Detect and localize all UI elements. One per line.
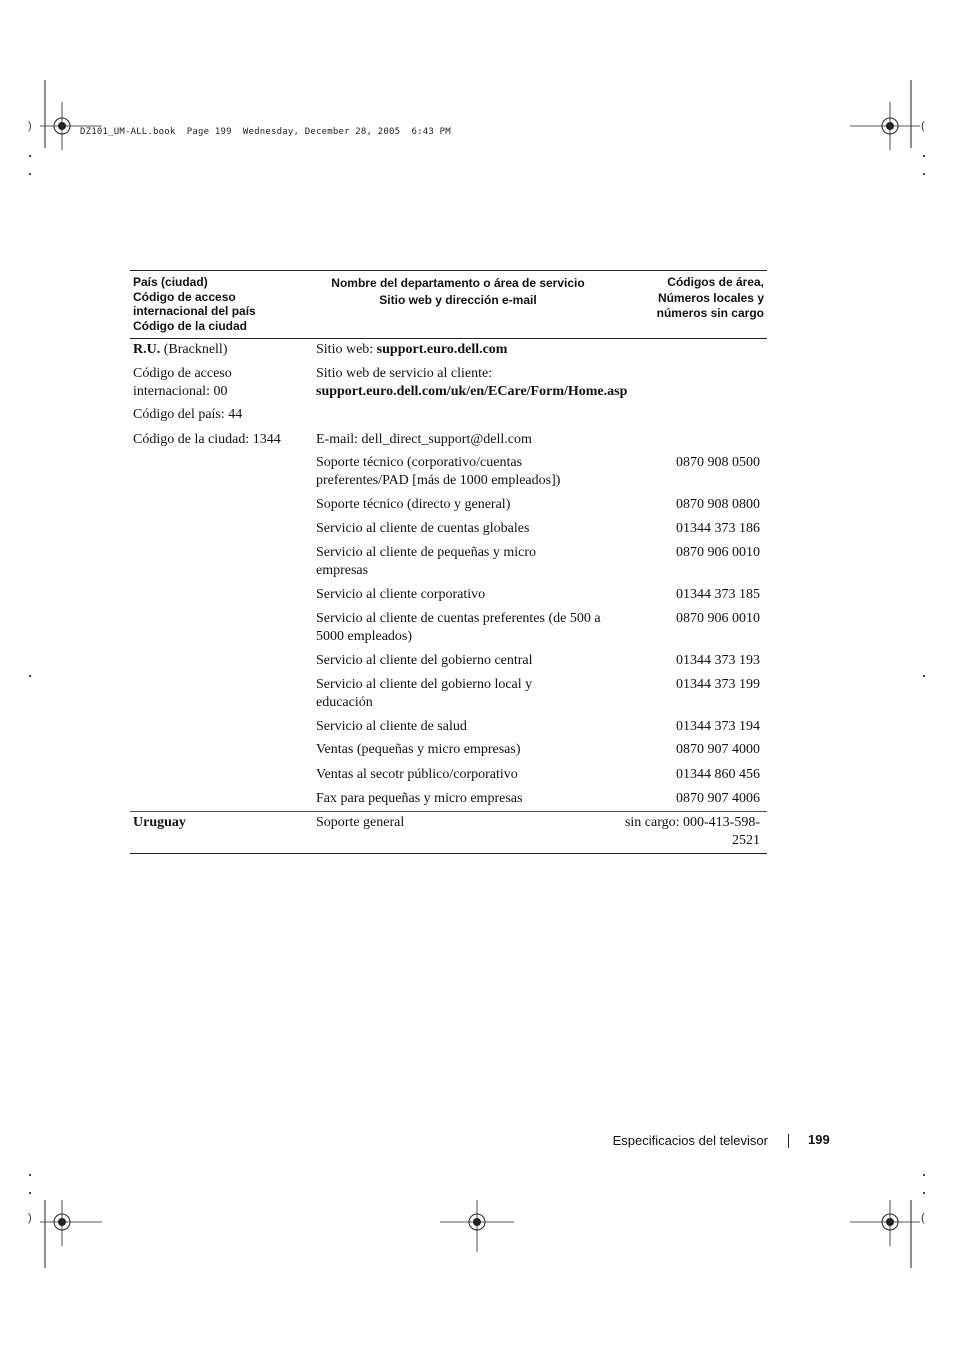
crop-dot (29, 675, 31, 677)
website-line (316, 341, 606, 359)
access-code-label: Código de acceso internacional: (133, 366, 232, 399)
crop-dot (923, 1192, 925, 1194)
country-code-label: Código del país: (133, 407, 225, 422)
header-text: País (ciudad) (133, 275, 208, 289)
header-text: Sitio web y dirección e-mail (379, 293, 537, 307)
phone-number-line: 2521 (732, 832, 760, 848)
phone-number: 0870 908 0500 (676, 455, 760, 470)
crop-tick: ) (28, 120, 32, 132)
city-code (133, 431, 313, 449)
registration-mark-icon (40, 1200, 110, 1270)
country-label: R.U. (133, 342, 161, 357)
service-label: Soporte técnico (directo y general) (316, 497, 511, 512)
service-label: Soporte general (316, 815, 405, 830)
table-bottom-rule (130, 853, 767, 854)
crop-dot (29, 1174, 31, 1176)
header-text: Números locales y (657, 290, 764, 305)
crop-dot (923, 1174, 925, 1176)
phone-number: 0870 906 0010 (676, 611, 760, 626)
header-numbers-column (657, 275, 764, 322)
phone-number: 01344 373 193 (676, 653, 760, 668)
registration-mark-icon (850, 1200, 920, 1270)
crop-dot (29, 1192, 31, 1194)
cs-website-link[interactable]: support.euro.dell.com/uk/en/ECare/Form/Home.asp (316, 383, 628, 399)
table-row-rule (130, 811, 767, 812)
website-link[interactable]: support.euro.dell.com (376, 342, 508, 357)
service-label: Ventas (pequeñas y micro empresas) (316, 742, 521, 757)
phone-number: 0870 906 0010 (676, 545, 760, 560)
service-label: Servicio al cliente de pequeñas y micro empresas (316, 545, 537, 578)
phone-number: 01344 373 186 (676, 521, 760, 536)
crop-dot (29, 173, 31, 175)
service-label: Ventas al secotr público/corporativo (316, 767, 518, 782)
phone-number (625, 814, 760, 849)
crop-dot (923, 155, 925, 157)
crop-tick: ) (28, 1212, 32, 1224)
header-text: Código de acceso (133, 289, 236, 304)
cs-website-label: Sitio web de servicio al cliente: (316, 366, 493, 381)
header-service-column (316, 275, 600, 309)
phone-number: 01344 373 185 (676, 587, 760, 602)
registration-mark-icon (40, 80, 110, 150)
phone-number: 01344 860 456 (676, 767, 760, 782)
service-label: Servicio al cliente de cuentas preferentes (de 500 a 5000 empleados) (316, 611, 601, 644)
service-label: Servicio al cliente corporativo (316, 587, 486, 602)
access-code-value: 00 (213, 383, 228, 399)
country-name (133, 341, 303, 359)
phone-number: 0870 908 0800 (676, 497, 760, 512)
service-label: Servicio al cliente del gobierno central (316, 653, 533, 668)
header-text: Códigos de área, (667, 275, 764, 289)
table-top-rule (130, 270, 767, 271)
header-text: Código de la ciudad (133, 318, 248, 333)
phone-number: 0870 907 4006 (676, 791, 760, 806)
crop-dot (29, 155, 31, 157)
header-text: números sin cargo (656, 306, 764, 320)
header-text: internacional del país (133, 304, 256, 318)
service-label: Servicio al cliente de salud (316, 719, 467, 734)
print-slug: DZ101_UM-ALL.book Page 199 Wednesday, December 28, 2005 6:43 PM (80, 127, 451, 137)
page-number: 199 (808, 1132, 830, 1147)
email-line: E-mail: dell_direct_support@dell.com (316, 432, 532, 447)
registration-mark-icon (440, 1200, 514, 1270)
crop-dot (923, 173, 925, 175)
phone-number: 0870 907 4000 (676, 742, 760, 757)
city-code-label: Código de la ciudad: (133, 432, 250, 447)
crop-tick: ( (921, 1212, 925, 1224)
registration-mark-icon (850, 80, 920, 150)
city-code-value: 1344 (252, 432, 281, 447)
header-text: Nombre del departamento o área de servicio (331, 276, 585, 290)
header-country-column (133, 275, 256, 333)
table-header-rule (130, 338, 767, 339)
phone-number: 01344 373 194 (676, 719, 760, 734)
phone-number-line: sin cargo: 000-413-598- (624, 815, 760, 830)
footer-divider (788, 1134, 789, 1148)
country-city: (Bracknell) (163, 342, 228, 357)
service-label: Servicio al cliente del gobierno local y educación (316, 677, 533, 710)
service-label: Servicio al cliente de cuentas globales (316, 521, 530, 536)
crop-dot (923, 675, 925, 677)
footer-section-title: Especificacios del televisor (612, 1133, 768, 1148)
website-label: Sitio web: (316, 342, 374, 357)
phone-number: 01344 373 199 (676, 677, 760, 692)
access-code (133, 365, 283, 400)
country-name: Uruguay (133, 815, 186, 830)
country-code-value: 44 (228, 407, 243, 422)
service-label: Soporte técnico (corporativo/cuentas preferentes/PAD [más de 1000 empleados]) (316, 455, 561, 488)
service-label: Fax para pequeñas y micro empresas (316, 791, 523, 806)
crop-tick: ( (921, 120, 925, 132)
cs-website-line (316, 365, 646, 400)
country-code (133, 406, 303, 424)
